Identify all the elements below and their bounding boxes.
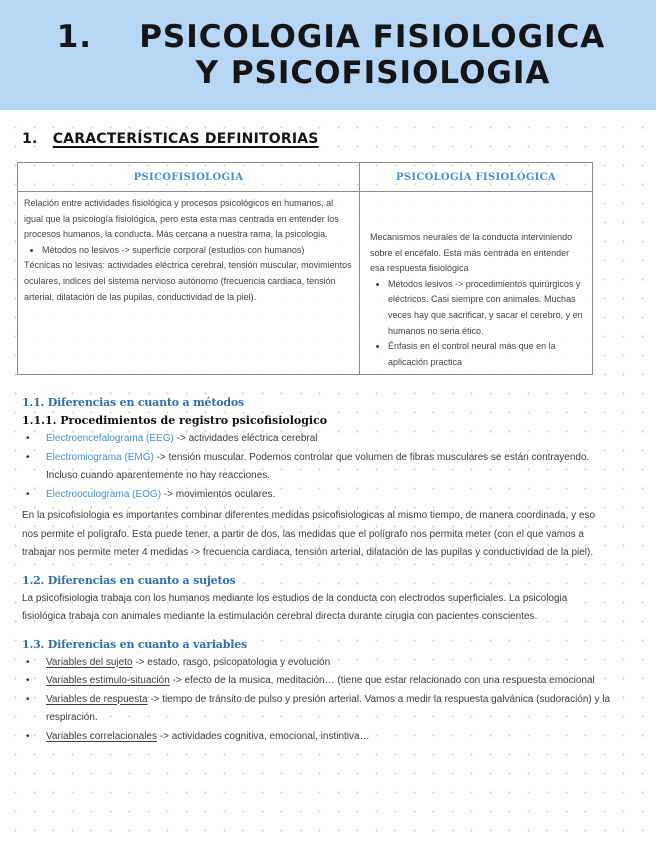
table-row (18, 192, 593, 375)
section-heading-label: CARACTERÍSTICAS DEFINITORIAS (52, 131, 319, 147)
list-item (46, 654, 612, 673)
list-item (46, 449, 612, 486)
item-text: -> tensión muscular. Podemos controlar que volumen de fibras musculares se están contrayendo. Incluso cuando aparentemente no hay reacciones. (46, 451, 590, 481)
list-item: • Énfasis en el control neural más que en la aplicación practica (388, 339, 586, 370)
body-content (22, 394, 612, 746)
table-cell-psicofisiologia (18, 192, 360, 375)
poligrafo-paragraph: En la psicofisiologia es importantes combinar diferentes medidas psicofisiologicas al mismo tiempo, de manera coordinada, y eso nos permite el polígrafo. Esta puede tener, a partir de dos, las medidas que el polígrafo nos permita meter (con el que vamos a trabajar nos permite meter 4 medidas -> frecuencia cardiaca, tensión arterial, dilatación de las pupilas y conductividad de la piel). (22, 510, 596, 558)
list-item (46, 728, 612, 747)
title-banner (0, 0, 656, 110)
list-item: • Métodos lesivos -> procedimientos quirúrgicos y eléctricos. Casi siempre con animales. Muchas veces hay que sacrificar, y sacar el cerebro, y en humanos no seria ético. (388, 277, 586, 339)
list-item (46, 486, 612, 505)
cell-paragraph: Relación entre actividades fisiológica y procesos psicológicos en humanos, al igual que la psicología fisiológica, pero esta esta mas centrada en entender los procesos humanos, la conducta. Más cercana a nuestra rama, la psicologia. (24, 198, 339, 240)
section-heading (22, 131, 319, 147)
list-item: • Métodos no lesivos -> superficie corporal (estudios con humanos) (42, 243, 353, 259)
heading-variables: 1.3. Diferencias en cuanto a variables (22, 637, 247, 651)
variables-list (22, 654, 612, 747)
term-variable: Variables de respuesta (46, 693, 148, 705)
metodos-list (22, 430, 612, 504)
term-variable: Variables del sujeto (46, 656, 133, 668)
cell-list (370, 277, 586, 371)
item-text: -> movimientos oculares. (161, 488, 276, 500)
table-header-row (18, 163, 593, 192)
comparison-table (17, 162, 593, 375)
sujetos-paragraph: La psicofisiologia trabaja con los humanos mediante los estudios de la conducta con electrodos superficiales. La psicologia fisiológica trabaja con animales mediante la estimulación cerebral directa durante cirugia con pacientes conscientes. (22, 592, 568, 622)
term-variable: Variables estimulo-situación (46, 675, 170, 686)
list-item (46, 691, 612, 728)
term-emg: Electromiograma (EMG) (46, 451, 154, 463)
section-number: 1. (22, 131, 38, 147)
term-variable: Variables correlacionales (46, 730, 157, 742)
page-title-line2: Y PSICOFISIOLOGIA (195, 55, 551, 91)
term-eeg: Electroencefalograma (EEG) (46, 433, 174, 444)
page-title-line1: 1. PSICOLOGIA FISIOLOGICA (56, 19, 606, 55)
item-text: -> estado, rasgo, psicopatologia y evolución (132, 656, 331, 668)
item-text: -> actividades cognitiva, emocional, instintiva… (156, 730, 370, 742)
cell-paragraph: Técnicas no lesivas: actividades eléctrica cerebral, tensión muscular, movimientos oculares, indices del sistema nervioso autónomo (frecuencia cardiaca, tensión arterial, dilatación de las pupilas, conductividad de la piel). (24, 260, 352, 302)
list-item (46, 430, 612, 449)
item-text: -> efecto de la musica, meditación… (tiene que estar relacionado con una respuesta emocional (169, 675, 595, 686)
cell-paragraph: Mecanismos neurales de la conducta interviniendo sobre el encéfalo. Esta más centrada en entender esa respuesta fisiológica (370, 232, 573, 274)
heading-procedimientos: 1.1.1. Procedimientos de registro psicofisiologico (22, 414, 328, 427)
table-header-psicofisiologia: PSICOFISIOLOGIA (18, 163, 360, 192)
heading-metodos: 1.1. Diferencias en cuanto a métodos (22, 396, 244, 409)
item-text: -> tiempo de tránsito de pulso y presión arterial. Vamos a medir la respuesta galvánica (sudoración) y la respiración. (46, 693, 611, 723)
heading-sujetos: 1.2. Diferencias en cuanto a sujetos (22, 573, 236, 587)
table-header-psicologia-fisiologica: PSICOLOGÍA FISIOLÓGICA (360, 163, 593, 192)
term-eog: Electrooculograma (EOG) (46, 488, 162, 500)
table-cell-psicologia-fisiologica (360, 192, 593, 375)
item-text: -> actividades eléctrica cerebral (173, 433, 318, 444)
list-item (46, 672, 612, 691)
cell-list (24, 243, 353, 259)
